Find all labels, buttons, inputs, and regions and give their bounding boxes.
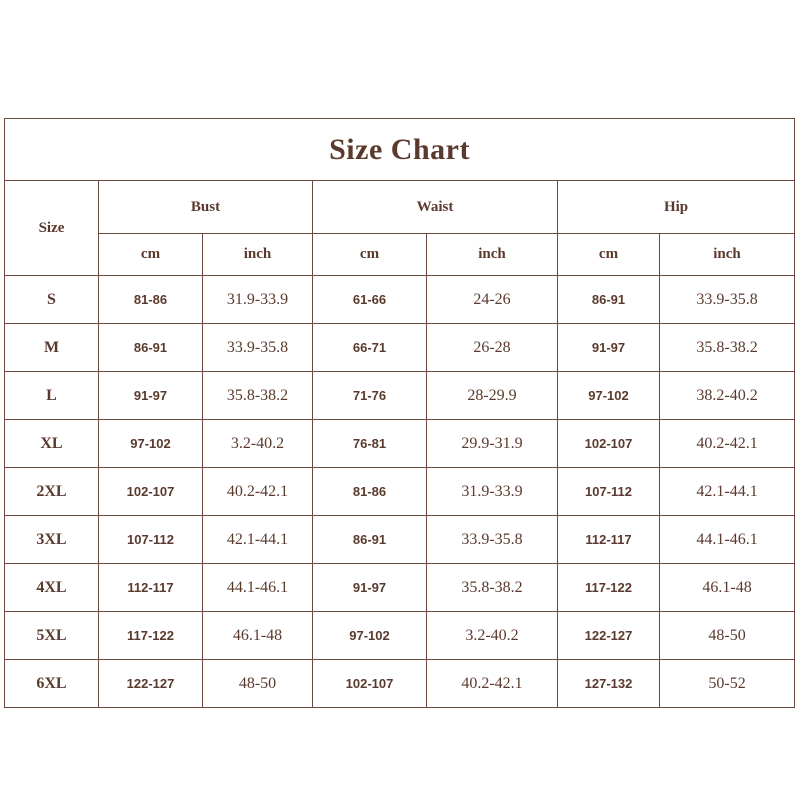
hip-cm-value: 122-127	[558, 612, 660, 660]
size-column-header: Size	[5, 181, 99, 276]
table-row	[5, 276, 795, 324]
size-label: 5XL	[5, 612, 99, 660]
hip-inch-value: 42.1-44.1	[660, 468, 795, 516]
waist-inch-value: 40.2-42.1	[427, 660, 558, 708]
waist-inch-value: 29.9-31.9	[427, 420, 558, 468]
table-row	[5, 324, 795, 372]
bust-cm-header: cm	[99, 234, 203, 276]
waist-inch-value: 35.8-38.2	[427, 564, 558, 612]
table-row	[5, 516, 795, 564]
size-label: 3XL	[5, 516, 99, 564]
bust-cm-value: 91-97	[99, 372, 203, 420]
bust-inch-header: inch	[203, 234, 313, 276]
bust-cm-value: 102-107	[99, 468, 203, 516]
waist-inch-value: 3.2-40.2	[427, 612, 558, 660]
waist-inch-value: 31.9-33.9	[427, 468, 558, 516]
table-row	[5, 612, 795, 660]
hip-cm-value: 91-97	[558, 324, 660, 372]
bust-inch-value: 48-50	[203, 660, 313, 708]
table-row	[5, 660, 795, 708]
bust-cm-value: 112-117	[99, 564, 203, 612]
hip-inch-header: inch	[660, 234, 795, 276]
waist-cm-value: 91-97	[313, 564, 427, 612]
hip-inch-value: 50-52	[660, 660, 795, 708]
table-row	[5, 468, 795, 516]
bust-inch-value: 35.8-38.2	[203, 372, 313, 420]
hip-inch-value: 35.8-38.2	[660, 324, 795, 372]
bust-inch-value: 33.9-35.8	[203, 324, 313, 372]
size-label: S	[5, 276, 99, 324]
bust-inch-value: 44.1-46.1	[203, 564, 313, 612]
waist-inch-header: inch	[427, 234, 558, 276]
waist-inch-value: 24-26	[427, 276, 558, 324]
waist-cm-value: 97-102	[313, 612, 427, 660]
bust-cm-value: 97-102	[99, 420, 203, 468]
waist-cm-value: 66-71	[313, 324, 427, 372]
waist-cm-value: 102-107	[313, 660, 427, 708]
size-label: 4XL	[5, 564, 99, 612]
hip-inch-value: 38.2-40.2	[660, 372, 795, 420]
bust-header: Bust	[99, 181, 313, 234]
size-label: L	[5, 372, 99, 420]
chart-title: Size Chart	[5, 119, 795, 181]
hip-cm-value: 127-132	[558, 660, 660, 708]
bust-inch-value: 31.9-33.9	[203, 276, 313, 324]
hip-cm-value: 102-107	[558, 420, 660, 468]
bust-inch-value: 3.2-40.2	[203, 420, 313, 468]
size-label: 6XL	[5, 660, 99, 708]
hip-cm-header: cm	[558, 234, 660, 276]
hip-inch-value: 48-50	[660, 612, 795, 660]
table-row	[5, 372, 795, 420]
bust-inch-value: 40.2-42.1	[203, 468, 313, 516]
hip-cm-value: 97-102	[558, 372, 660, 420]
size-label: XL	[5, 420, 99, 468]
bust-cm-value: 117-122	[99, 612, 203, 660]
hip-inch-value: 44.1-46.1	[660, 516, 795, 564]
hip-inch-value: 46.1-48	[660, 564, 795, 612]
bust-inch-value: 46.1-48	[203, 612, 313, 660]
waist-cm-value: 76-81	[313, 420, 427, 468]
bust-cm-value: 107-112	[99, 516, 203, 564]
waist-inch-value: 33.9-35.8	[427, 516, 558, 564]
hip-cm-value: 107-112	[558, 468, 660, 516]
hip-cm-value: 86-91	[558, 276, 660, 324]
waist-inch-value: 28-29.9	[427, 372, 558, 420]
waist-cm-value: 61-66	[313, 276, 427, 324]
size-chart-table	[4, 118, 795, 708]
table-row	[5, 420, 795, 468]
table-row	[5, 564, 795, 612]
waist-inch-value: 26-28	[427, 324, 558, 372]
hip-inch-value: 33.9-35.8	[660, 276, 795, 324]
size-label: M	[5, 324, 99, 372]
bust-cm-value: 81-86	[99, 276, 203, 324]
bust-cm-value: 122-127	[99, 660, 203, 708]
hip-header: Hip	[558, 181, 795, 234]
hip-cm-value: 112-117	[558, 516, 660, 564]
waist-header: Waist	[313, 181, 558, 234]
waist-cm-header: cm	[313, 234, 427, 276]
waist-cm-value: 86-91	[313, 516, 427, 564]
size-chart-body	[5, 276, 795, 708]
bust-inch-value: 42.1-44.1	[203, 516, 313, 564]
size-label: 2XL	[5, 468, 99, 516]
hip-cm-value: 117-122	[558, 564, 660, 612]
bust-cm-value: 86-91	[99, 324, 203, 372]
hip-inch-value: 40.2-42.1	[660, 420, 795, 468]
waist-cm-value: 81-86	[313, 468, 427, 516]
waist-cm-value: 71-76	[313, 372, 427, 420]
